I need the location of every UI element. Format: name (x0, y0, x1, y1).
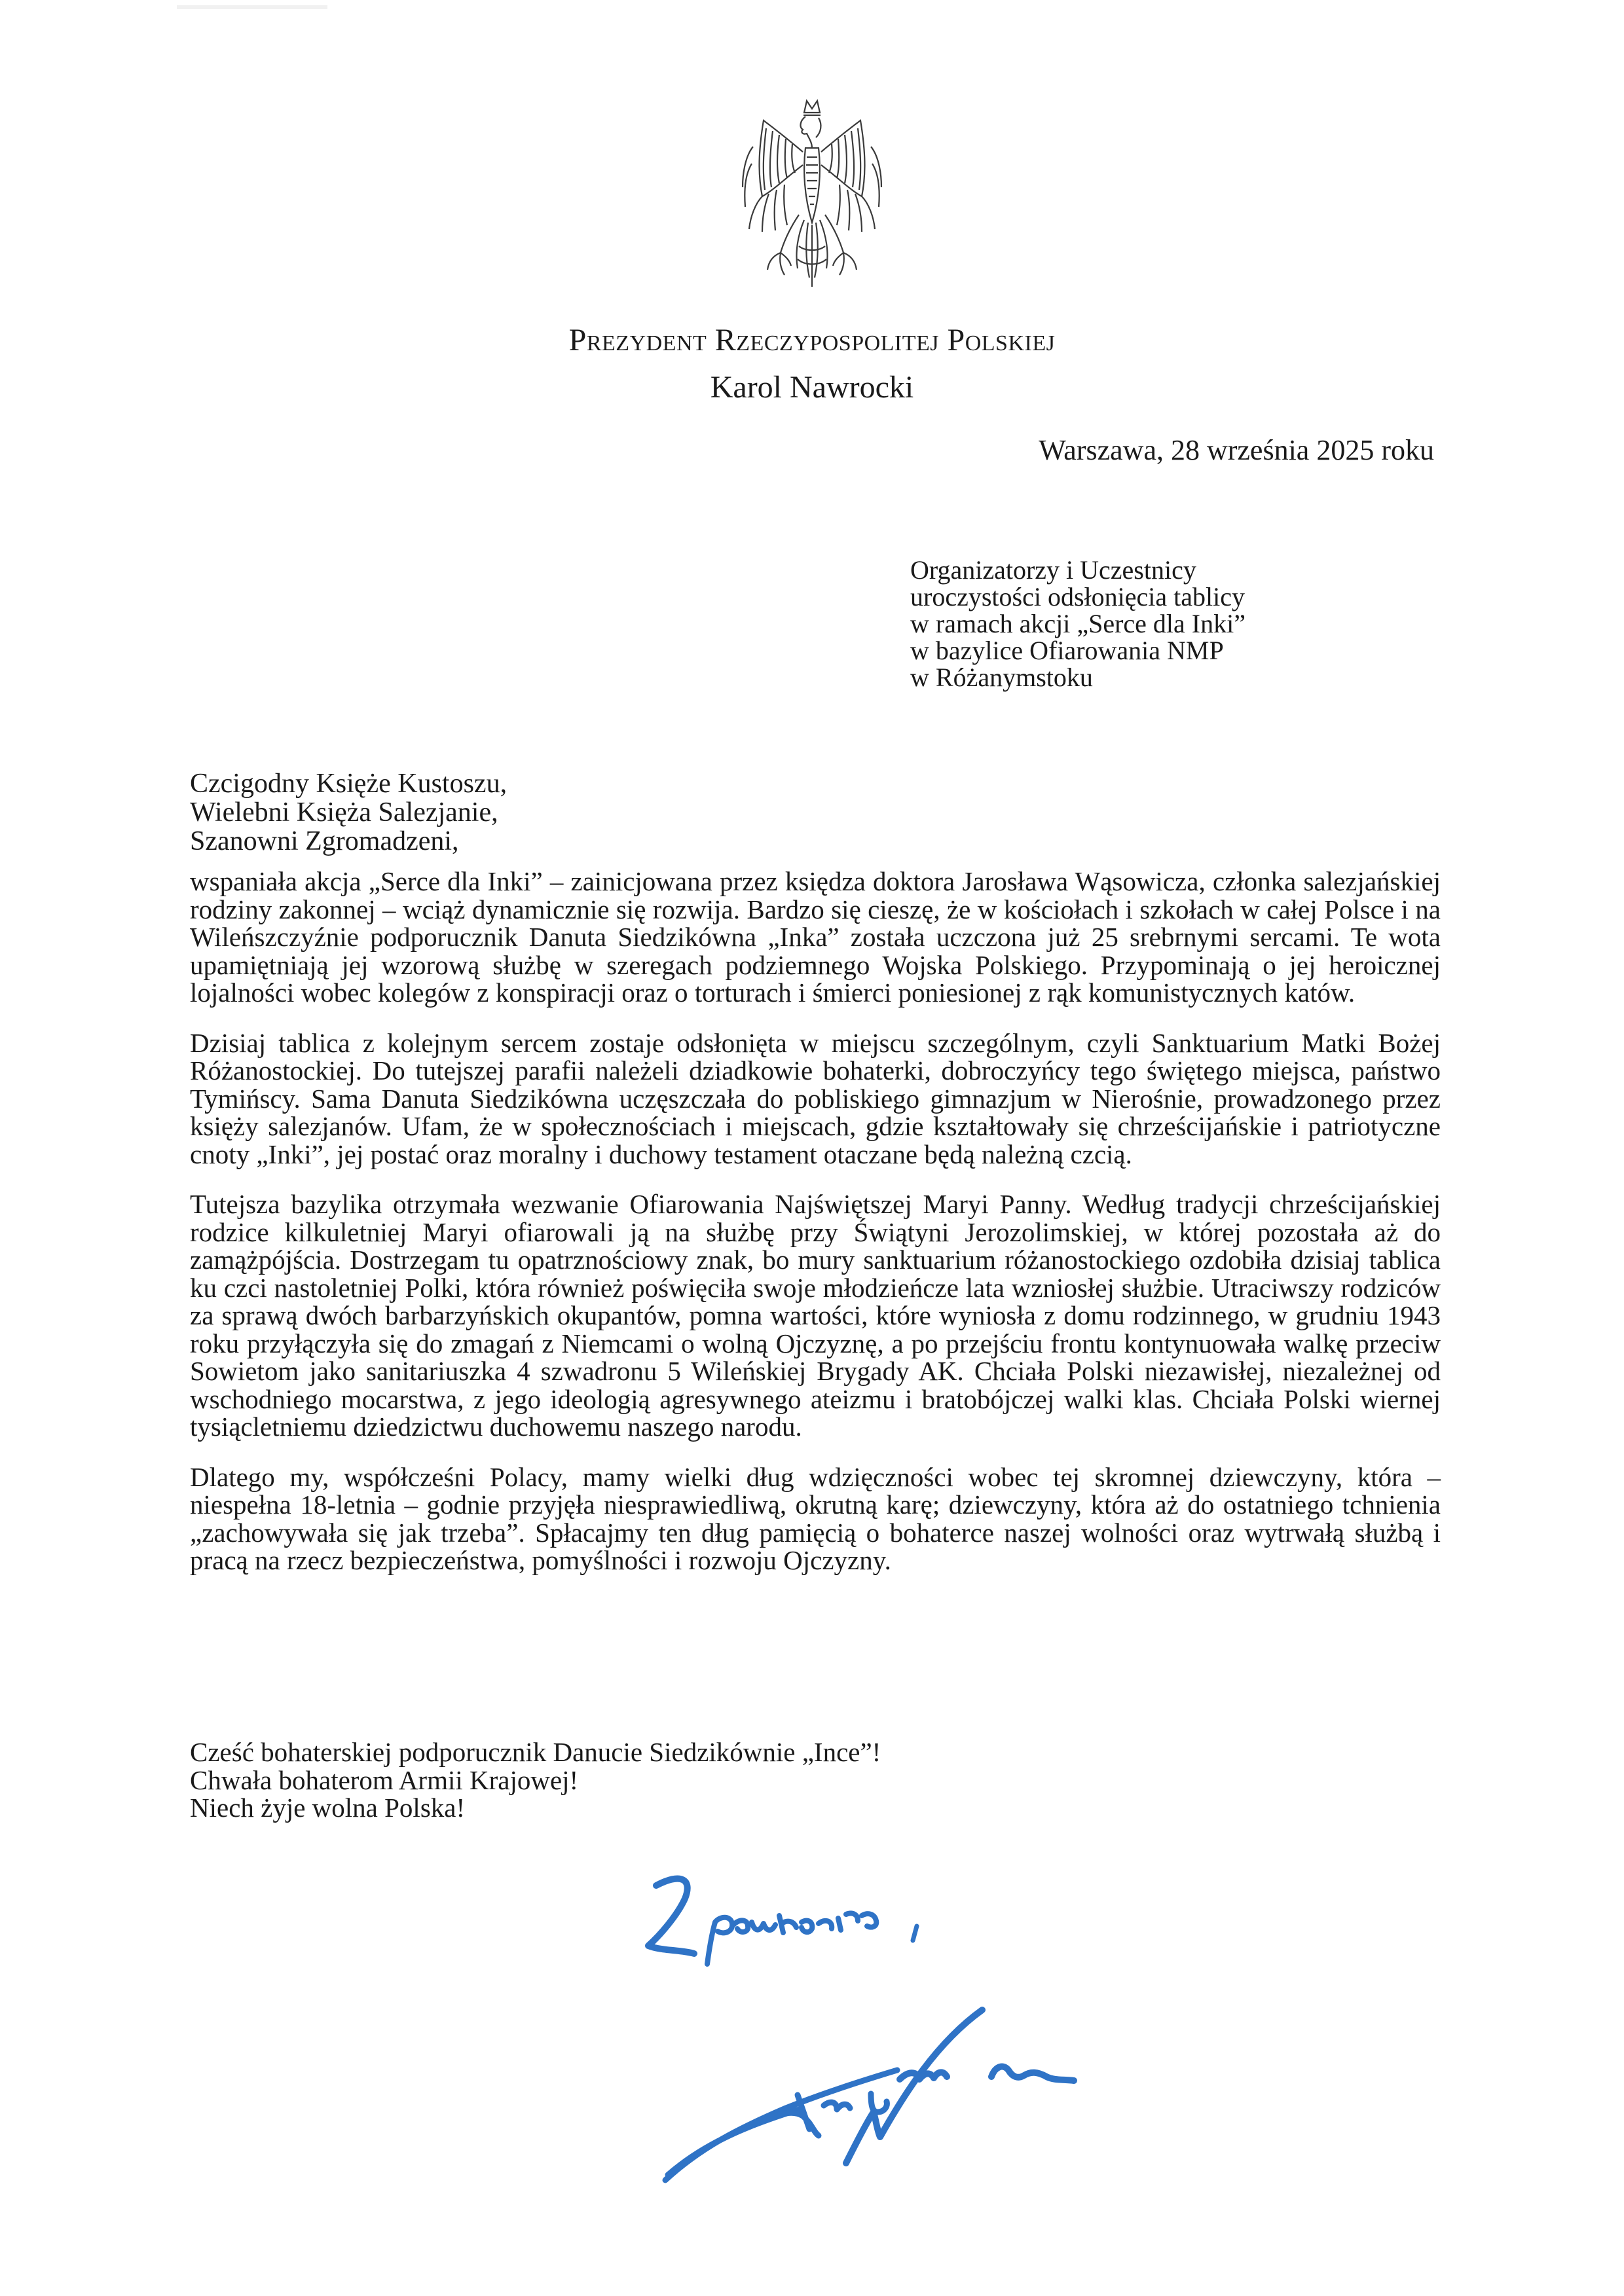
date-line: Warszawa, 28 września 2025 roku (1039, 434, 1434, 466)
polish-eagle-emblem-icon (714, 92, 910, 295)
body-paragraph: Dzisiaj tablica z kolejnym sercem zostaje odsłonięta w miejscu szczególnym, czyli Sanktuarium Matki Bożej Różanostockiej. Do tutejszej parafii należeli dziadkowie bohaterki, dobroczyńcy tego świętego miejsca, państwo Tymińscy. Sama Danuta Siedzikówna uczęszczała do pobliskiego gimnazjum w Nierośnie, prowadzonego przez księży salezjanów. Ufam, że w społecznościach i miejscach, gdzie kształtowały się chrześcijańskie i patriotyczne cnoty „Inki”, jej postać oraz moralny i duchowy testament otaczane będą należną czcią. (190, 1027, 1441, 1169)
addressee-line: w bazylice Ofiarowania NMP (910, 636, 1224, 665)
letterhead-title: Prezydent Rzeczypospolitej Polskiej (568, 323, 1056, 357)
handwritten-signature (642, 1872, 1428, 2200)
signature-arol-stroke (824, 2094, 887, 2112)
body-paragraph: wspaniała akcja „Serce dla Inki” – zainicjowana przez księdza doktora Jarosława Wąsowicza, członka salezjańskiej rodziny zakonnej – wciąż dynamicznie się rozwija. Bardzo się cieszę, że w kościołach i szkołach w całej Polsce i na Wileńszczyźnie podporucznik Danuta Siedzikówna „Inka” została uczczona już 25 srebrnymi sercami. Te wota upamiętniają jej wzorową służbę w szeregach podziemnego Wojska Polskiego. Przypominają o jej heroicznej lojalności wobec kolegów z konspiracji oraz o torturach i śmierci poniesionej z rąk komunistycznych katów. (190, 866, 1441, 1008)
closing-block (190, 1738, 1107, 1822)
salutation-line: Szanowni Zgromadzeni, (190, 826, 459, 856)
body-paragraph: Tutejsza bazylika otrzymała wezwanie Ofiarowania Najświętszej Maryi Panny. Według tradycji chrześcijańskiej rodzice kilkuletniej Maryi ofiarowali ją na służbę przy Świątyni Jerozolimskiej, w której pozostała aż do zamążpójścia. Dostrzegam tu opatrznościowy znak, bo mury sanktuarium różanostockiego ozdobiła dzisiaj tablica ku czci nastoletniej Polki, która również poświęciła swoje młodzieńcze lata wzniosłej służbie. Utraciwszy rodziców za sprawą dwóch barbarzyńskich okupantów, pomna wartości, które wyniosła z domu rodzinnego, w grudniu 1943 roku przyłączyła się do zmagań z Niemcami o wolną Ojczyznę, a po przejściu frontu kontynuowała walkę przeciw Sowietom jako sanitariuszka 4 szwadronu 5 Wileńskiej Brygady AK. Chciała Polski niezawisłej, niezależnej od wschodniego mocarstwa, z jego ideologią agresywnego ateizmu i bratobójczej walki klas. Chciała Polski wiernej tysiącletniemu dziedzictwu duchowemu naszego narodu. (190, 1189, 1441, 1442)
addressee-line: uroczystości odsłonięcia tablicy (910, 582, 1245, 611)
closing-line: Cześć bohaterskiej podporucznik Danucie Siedzikównie „Ince”! (190, 1737, 881, 1767)
salutation-line: Wielebni Księża Salezjanie, (190, 797, 498, 828)
addressee-line: w ramach akcji „Serce dla Inki” (910, 609, 1246, 638)
closing-line: Chwała bohaterom Armii Krajowej! (190, 1764, 579, 1795)
closing-line: Niech żyje wolna Polska! (190, 1793, 466, 1823)
salutation-block (190, 769, 976, 856)
greeting-word-stroke (707, 1913, 876, 1964)
addressee-line: w Różanymstoku (910, 663, 1093, 692)
body-paragraph: Dlatego my, współcześni Polacy, mamy wielki dług wdzięczności wobec tej skromnej dziewczyny, która – niespełna 18-letnia – godnie przyjęła niesprawiedliwą, okrutną karę; dziewczyny, która aż do ostatniego tchnienia „zachowywała się jak trzeba”. Spłacajmy ten dług pamięcią o bohaterce naszej wolności oraz wytrwałą służbą i pracą na rzecz bezpieczeństwa, pomyślności i rozwoju Ojczyzny. (190, 1461, 1441, 1575)
addressee-block (910, 556, 1434, 691)
addressee-line: Organizatorzy i Uczestnicy (910, 555, 1196, 585)
letterhead-name: Karol Nawrocki (710, 370, 914, 405)
scan-artifact (177, 5, 327, 9)
letter-body (190, 867, 1441, 1597)
greeting-comma (913, 1926, 917, 1941)
greeting-z-stroke (648, 1879, 694, 1954)
signature-n-stroke (846, 2010, 982, 2163)
salutation-line: Czcigodny Księże Kustoszu, (190, 769, 507, 799)
